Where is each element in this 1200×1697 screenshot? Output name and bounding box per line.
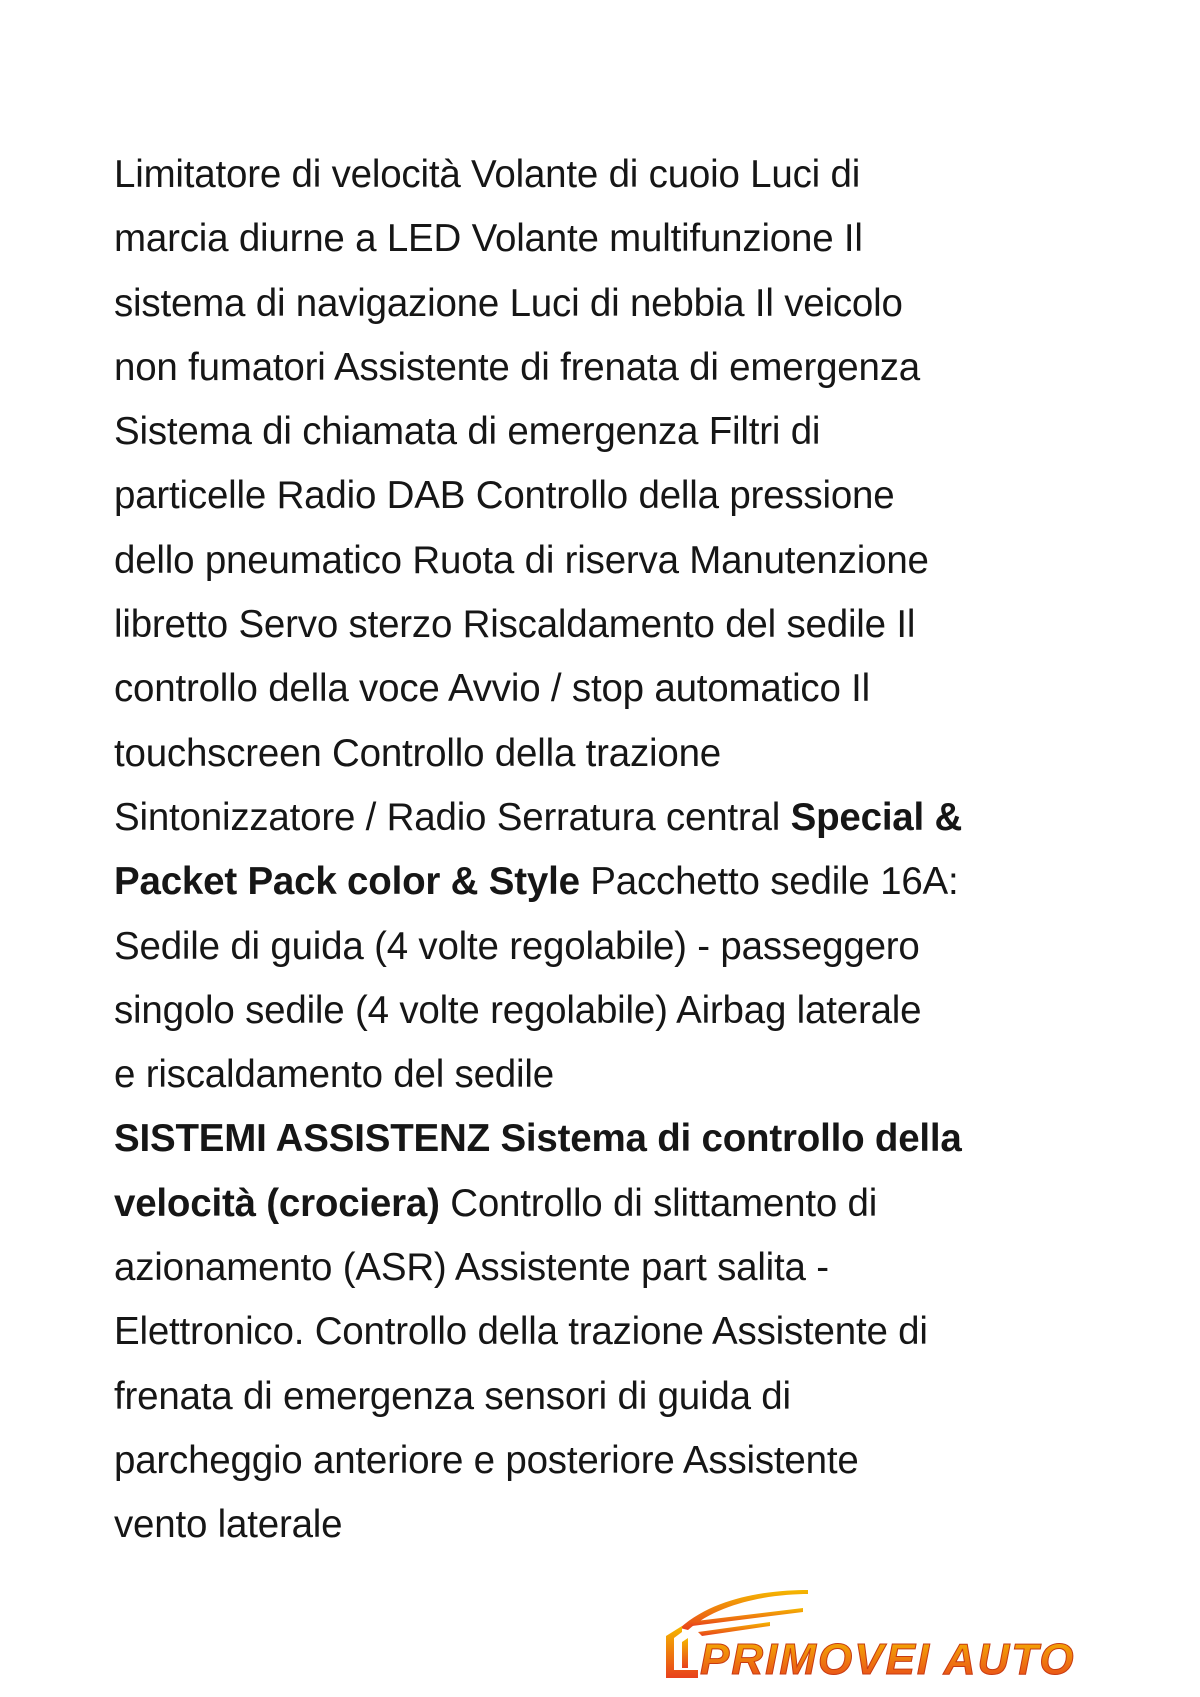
text-line: e riscaldamento del sedile	[114, 1053, 554, 1097]
document-body	[114, 143, 1114, 1558]
text-line: parcheggio anteriore e posteriore Assistente	[114, 1438, 859, 1482]
text-line: particelle Radio DAB Controllo della pressione	[114, 474, 895, 518]
text-line: Elettronico. Controllo della trazione Assistente di	[114, 1310, 928, 1354]
primovei-auto-logo	[658, 1588, 1188, 1688]
bold-heading: Special &	[790, 795, 963, 839]
text-line	[114, 1107, 1114, 1171]
text-line: dello pneumatico Ruota di riserva Manutenzione	[114, 538, 929, 582]
text-line: Limitatore di velocità Volante di cuoio Luci di	[114, 153, 861, 196]
bold-heading: Packet Pack color & Style	[114, 860, 580, 904]
text-line: controllo della voce Avvio / stop automatico Il	[114, 667, 871, 711]
text-line: Sintonizzatore / Radio Serratura central Special &	[114, 795, 963, 839]
text-line: vento laterale	[114, 1503, 343, 1547]
text-line: frenata di emergenza sensori di guida di	[114, 1374, 791, 1418]
text-line: velocità (crociera) Controllo di slittamento di	[114, 1181, 878, 1225]
logo-graphic	[658, 1588, 1188, 1688]
text-line: marcia diurne a LED Volante multifunzione Il	[114, 217, 863, 261]
text-line: singolo sedile (4 volte regolabile) Airbag laterale	[114, 988, 922, 1032]
text-line: Sedile di guida (4 volte regolabile) - passeggero	[114, 924, 920, 968]
bold-heading: velocità (crociera)	[114, 1181, 440, 1225]
text-line: touchscreen Controllo della trazione	[114, 731, 722, 775]
bold-heading: SISTEMI ASSISTENZ Sistema di controllo della	[114, 1117, 962, 1161]
logo-text: PRIMOVEI AUTO	[700, 1635, 1076, 1684]
text-line: azionamento (ASR) Assistente part salita -	[114, 1246, 829, 1290]
text-line: non fumatori Assistente di frenata di emergenza	[114, 345, 920, 389]
text-line: sistema di navigazione Luci di nebbia Il veicolo	[114, 281, 903, 325]
text-line: libretto Servo sterzo Riscaldamento del sedile Il	[114, 603, 916, 647]
text-line: Packet Pack color & Style Pacchetto sedile 16A:	[114, 860, 959, 904]
text-line: Sistema di chiamata di emergenza Filtri di	[114, 410, 821, 454]
